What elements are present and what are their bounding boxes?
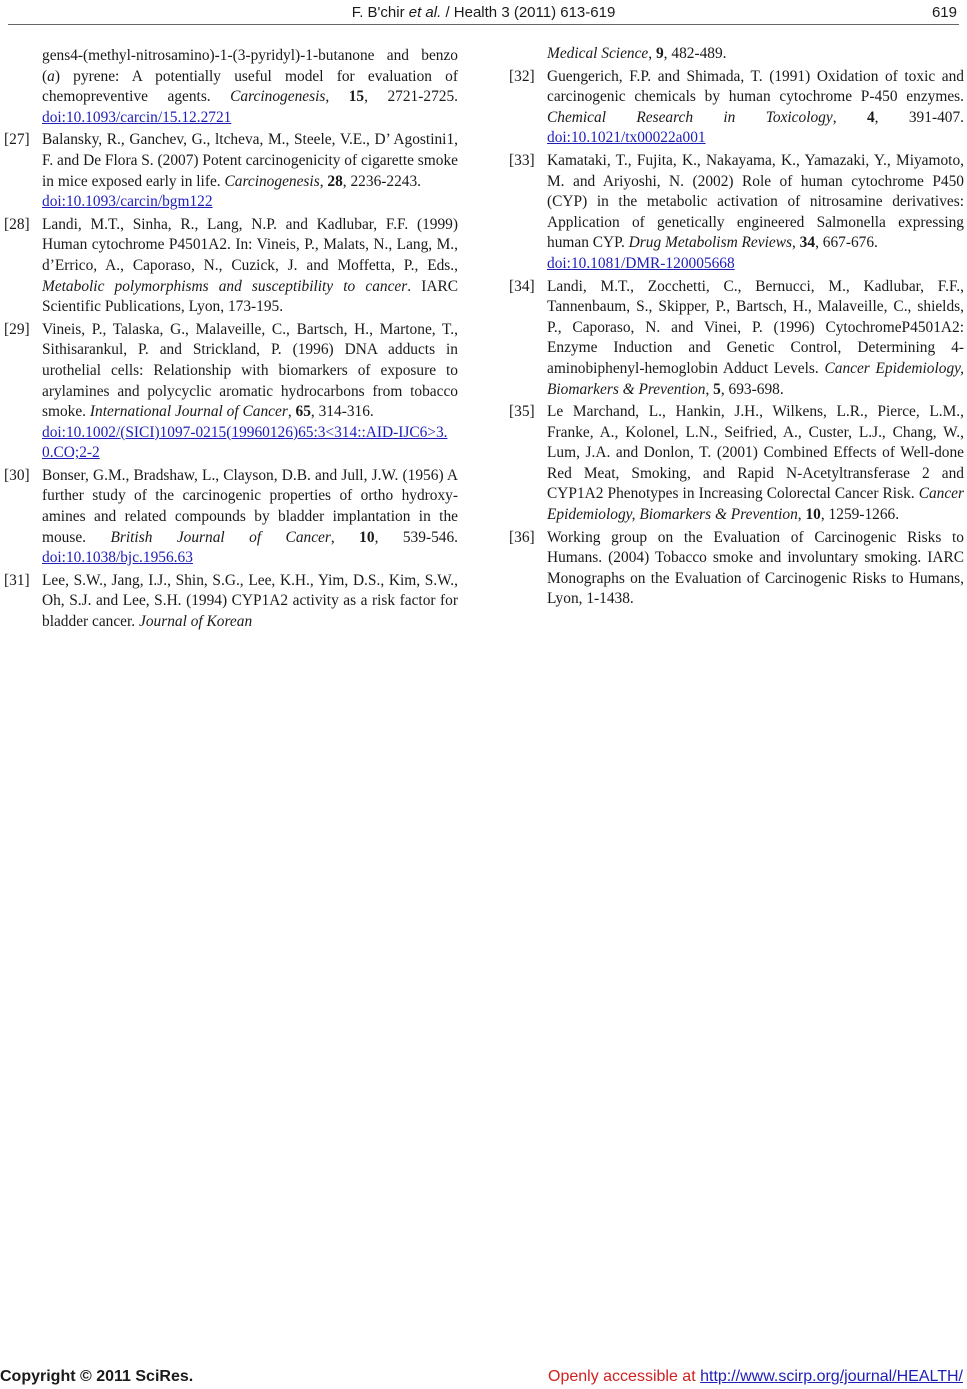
reference-number: [35]	[509, 403, 535, 421]
header-rule	[8, 24, 959, 25]
open-access-notice	[548, 1368, 963, 1386]
reference-item: [30] Bonser, G.M., Bradshaw, L., Clayson, D.B. and Jull, J.W. (1956) A further study of the carcinogenic properties of ortho hydroxy-amines and related compounds by bladder implantation in the mouse. British Journal of Cancer, 10, 539-546. doi:10.1038/bjc.1956.63	[4, 466, 458, 567]
running-header	[0, 2, 967, 24]
header-etal: et al.	[408, 4, 442, 21]
reference-number: [31]	[4, 571, 30, 589]
reference-item: [36] Working group on the Evaluation of Carcinogenic Risks to Humans. (2004) Tobacco smoke and involuntary smoking. IARC Monographs on the Evaluation of Carcinogenic Risks to Humans, Lyon, 1-1438.	[509, 528, 964, 608]
reference-number: [32]	[509, 67, 535, 85]
doi-link[interactable]: doi:10.1081/DMR-120005668	[547, 254, 735, 272]
header-journal: / Health 3 (2011) 613-619	[445, 4, 616, 21]
page-number: 619	[931, 4, 957, 21]
reference-number: [36]	[509, 528, 535, 546]
page-footer	[0, 1368, 967, 1389]
reference-number: [28]	[4, 215, 30, 233]
journal-url-link[interactable]: http://www.scirp.org/journal/HEALTH/	[700, 1368, 963, 1385]
reference-continuation: Medical Science, 9, 482-489.	[547, 45, 727, 62]
doi-link[interactable]: doi:10.1093/carcin/15.12.2721	[42, 108, 232, 126]
open-access-label: Openly accessible at	[548, 1368, 701, 1385]
reference-number: [29]	[4, 320, 30, 338]
copyright-notice: Copyright © 2011 SciRes.	[0, 1368, 194, 1385]
left-column	[4, 46, 458, 633]
right-column	[509, 44, 964, 610]
reference-item: [34] Landi, M.T., Zocchetti, C., Bernucci, M., Kadlubar, F.F., Tannenbaum, S., Skipper, P., Bartsch, H., Malaveille, C., shields, P., Caporaso, N. and Vinei, P. (1996) CytochromeP4501A2: Enzyme Induction and Genetic Control, Determining 4-aminobiphenyl-hemoglobin Adduct Levels. Cancer Epidemiology, Biomarkers & Prevention, 5, 693-698.	[509, 277, 964, 398]
reference-item: [32] Guengerich, F.P. and Shimada, T. (1991) Oxidation of toxic and carcinogenic chemicals by human cytochrome P-450 enzymes. Chemical Research in Toxicology, 4, 391-407. doi:10.1021/tx00022a001	[509, 67, 964, 147]
reference-item: [28] Landi, M.T., Sinha, R., Lang, N.P. and Kadlubar, F.F. (1999) Human cytochrome P4501A2. In: Vineis, P., Malats, N., Lang, M., d’Errico, A., Caporaso, N., Cuzick, J. and Moffetta, P., Eds., Metabolic polymorphisms and susceptibility to cancer. IARC Scientific Publications, Lyon, 173-195.	[4, 215, 458, 316]
reference-continuation: gens4-(methyl-nitrosamino)-1-(3-pyridyl)-1-butanone and benzo (a) pyrene: A potentially useful model for evaluation of chemopreventive agents. Carcinogenesis, 15, 2721-2725. doi:10.1093/carcin/15.12.2721	[42, 47, 459, 126]
doi-link[interactable]: doi:10.1002/(SICI)1097-0215(19960126)65:3<314::AID-IJC6>3.0.CO;2-2	[42, 423, 448, 462]
reference-number: [30]	[4, 466, 30, 484]
reference-item: [27] Balansky, R., Ganchev, G., ltcheva, M., Steele, V.E., D’ Agostini1, F. and De Flora S. (2007) Potent carcinogenicity of cigarette smoke in mice exposed early in life. Carcinogenesis, 28, 2236-2243. doi:10.1093/carcin/bgm122	[4, 131, 458, 211]
running-title	[0, 4, 967, 21]
reference-item: [35] Le Marchand, L., Hankin, J.H., Wilkens, L.R., Pierce, L.M., Franke, A., Kolonel, L.N., Seifried, A., Custer, L.J., Chang, W., Lum, J.A. and Donlon, T. (2001) Combined Effects of Well-done Red Meat, Smoking, and Rapid N-Acetyltransferase 2 and CYP1A2 Phenotypes in Increasing Colorectal Cancer Risk. Cancer Epidemiology, Biomarkers & Prevention, 10, 1259-1266.	[509, 403, 964, 524]
reference-item: [29] Vineis, P., Talaska, G., Malaveille, C., Bartsch, H., Martone, T., Sithisarankul, P. and Strickland, P. (1996) DNA adducts in urothelial cells: Relationship with biomarkers of exposure to arylamines and polycyclic aromatic hydrocarbons from tobacco smoke. International Journal of Cancer, 65, 314-316. doi:10.1002/(SICI)1097-0215(19960126)65:3<314::AID-IJC6>3.0.CO;2-2	[4, 320, 458, 462]
reference-number: [27]	[4, 131, 30, 149]
doi-link[interactable]: doi:10.1021/tx00022a001	[547, 129, 706, 147]
doi-link[interactable]: doi:10.1038/bjc.1956.63	[42, 549, 193, 567]
reference-number: [33]	[509, 151, 535, 169]
reference-item: [33] Kamataki, T., Fujita, K., Nakayama, K., Yamazaki, Y., Miyamoto, M. and Ariyoshi, N. (2002) Role of human cytochrome P450 (CYP) in the metabolic activation of nitrosamine derivatives: Application of genetically engineered Salmonella expressing human CYP. Drug Metabolism Reviews, 34, 667-676. doi:10.1081/DMR-120005668	[509, 151, 964, 272]
doi-link[interactable]: doi:10.1093/carcin/bgm122	[42, 193, 213, 211]
header-author: F. B'chir	[351, 4, 405, 21]
reference-item: [31] Lee, S.W., Jang, I.J., Shin, S.G., Lee, K.H., Yim, D.S., Kim, S.W., Oh, S.J. and Lee, S.H. (1994) CYP1A2 activity as a risk factor for bladder cancer. Journal of Korean	[4, 571, 458, 631]
reference-number: [34]	[509, 277, 535, 295]
